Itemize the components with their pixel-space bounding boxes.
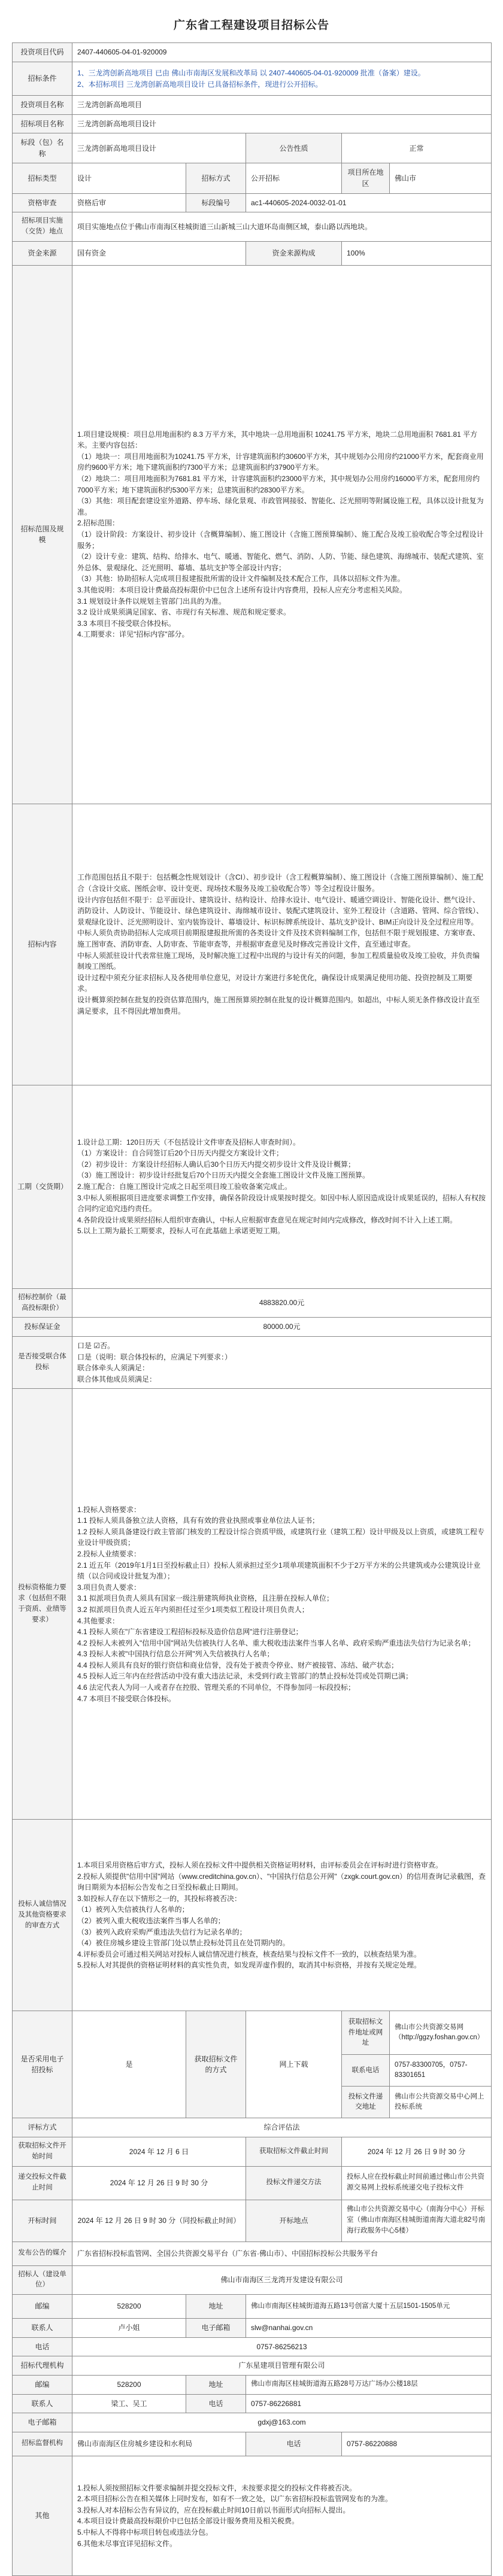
agent-label: 招标代理机构 xyxy=(13,2356,72,2376)
section-name-label: 标段（包）名称 xyxy=(13,133,72,163)
owner-mail-label: 电子邮箱 xyxy=(186,2319,246,2338)
row-agent-contact xyxy=(13,2394,492,2413)
qualify-value: 1.投标人资格要求： 1.1 投标人须具备独立法人资格，具有有效的营业执照或事业单位法人证书； 1.2 投标人须具备建设行政主管部门核发的工程设计综合资质甲级，或建筑行业（建筑工程）设计甲级及以上资质，或建筑工程专业设计甲级资质； 2.投标人业绩要求： 2.1 近五年（2019年1月1日至投标截止日）投标人须承担过至少1项单项建筑面积不少于2万平方米的公共建筑或办公建筑设计业绩（以合同或设计批复为准）； 3.项目负责人要求： 3.1 拟派项目负责人须具有国家一级注册建筑师执业资格，且注册在投标人单位； 3.2 拟派项目负责人近五年内须担任过至少1项类似工程设计项目负责人； 4.其他要求： 4.1 投标人须在"广东省建设工程招标投标及造价信息网"进行注册登记； 4.2 投标人未被列入"信用中国"网站失信被执行人名单、重大税收违法案件当事人名单、政府采购严重违法失信行为记录名单； 4.3 投标人未被"中国执行信息公开网"列入失信被执行人名单； 4.4 投标人须具有良好的银行资信和商业信誉，没有处于被责令停业、财产被接管、冻结、破产状态； 4.5 投标人近三年内在经营活动中没有重大违法记录，未受到行政主管部门的禁止投标处罚或处罚期已满； 4.6 法定代表人为同一人或者存在控股、管理关系的不同单位，不得参加同一标段投标； 4.7 本项目不接受联合体投标。 xyxy=(77,1505,485,1703)
period-label: 工期（交货期） xyxy=(13,1085,72,1288)
open-place-value: 佛山市公共资源交易中心（南海分中心）开标室（佛山市南海区桂城街道南海大道北82号南海行政服务中心5楼） xyxy=(342,2200,492,2242)
row-tender-name xyxy=(13,114,492,133)
agent-mail-value: gdxj@163.com xyxy=(72,2413,492,2432)
row-condition xyxy=(13,62,492,96)
tdoc-label: 获取招标文件的方式 xyxy=(186,2011,246,2118)
row-agent xyxy=(13,2356,492,2376)
other-label: 其他 xyxy=(13,2456,72,2575)
row-project-name xyxy=(13,96,492,115)
row-type xyxy=(13,163,492,193)
tdoc-contact-value: 0757-83300705，0757-83301651 xyxy=(390,2055,492,2087)
price-value: 4883820.00元 xyxy=(72,1288,492,1318)
supervise-label: 招标监督机构 xyxy=(13,2432,72,2456)
row-bond xyxy=(13,1318,492,1337)
epublic-label: 是否采用电子招投标 xyxy=(13,2011,72,2118)
open-place-label: 开标地点 xyxy=(246,2200,342,2242)
qual-label: 资格审查 xyxy=(13,193,72,212)
owner-contact-label: 联系人 xyxy=(13,2319,72,2338)
end-value: 2024 年 12 月 26 日 9 时 30 分 xyxy=(342,2137,492,2167)
row-price xyxy=(13,1288,492,1318)
project-name-label: 投资项目名称 xyxy=(13,96,72,115)
supervise-tel-label: 电话 xyxy=(246,2432,342,2456)
fund-value: 国有资金 xyxy=(72,241,246,265)
condition-value: 1、三龙湾创新高地项目 已由 佛山市南海区发展和改革局 以 2407-440605-04-01-920009 批准（备案）建设。 2、本招标项目 三龙湾创新高地项目设计 已具备招标条件，现进行公开招标。 xyxy=(77,68,425,89)
type-value: 设计 xyxy=(72,163,186,193)
location-label: 招标项目实施（交货）地点 xyxy=(13,212,72,242)
agent-contact-label: 联系人 xyxy=(13,2394,72,2413)
addr-label: 投标文件递交地址 xyxy=(342,2087,390,2118)
section-code-value: ac1-440605-2024-0032-01-01 xyxy=(246,193,492,212)
row-review xyxy=(13,2118,492,2137)
union-value: 口是 ☑否。 口是（说明：联合体投标的，应满足下列要求：） 联合体牵头人须满足： 联合体其他成员须满足： xyxy=(77,1342,232,1383)
owner-zip-label: 邮编 xyxy=(13,2295,72,2319)
agent-tel-label: 电话 xyxy=(186,2394,246,2413)
review-label: 评标方式 xyxy=(13,2118,72,2137)
bond-value: 80000.00元 xyxy=(72,1318,492,1337)
agent-zip-value: 528200 xyxy=(72,2376,186,2395)
tdoc-site-label: 获取招标文件地址或网址 xyxy=(342,2011,390,2055)
row-agent-mail xyxy=(13,2413,492,2432)
row-fund xyxy=(13,241,492,265)
start-value: 2024 年 12 月 6 日 xyxy=(72,2137,246,2167)
page-title: 广东省工程建设项目招标公告 xyxy=(173,19,329,32)
category-label: 公告性质 xyxy=(246,133,342,163)
owner-addr-value: 佛山市南海区桂城街道海五路13号创富大厦十五层1501-1505单元 xyxy=(246,2295,492,2319)
agent-value: 广东星建项目管理有限公司 xyxy=(72,2356,492,2376)
start-label: 获取招标文件开始时间 xyxy=(13,2137,72,2167)
row-location xyxy=(13,212,492,242)
row-credit xyxy=(13,1820,492,2011)
agent-addr-value: 佛山市南海区桂城街道海五路28号万达广场办公楼18层 xyxy=(246,2376,492,2395)
tdoc-value: 网上下载 xyxy=(246,2011,342,2118)
row-section-name xyxy=(13,133,492,163)
agent-mail-label: 电子邮箱 xyxy=(13,2413,72,2432)
row-content xyxy=(13,804,492,1085)
owner-contact-value: 卢小姐 xyxy=(72,2319,186,2338)
tender-name-label: 招标项目名称 xyxy=(13,114,72,133)
row-owner xyxy=(13,2265,492,2295)
submit-label: 投标文件递交方法 xyxy=(246,2166,342,2200)
open-label: 开标时间 xyxy=(13,2200,72,2242)
announcement-table xyxy=(12,42,492,2575)
period-value: 1.设计总工期：120日历天（不包括设计文件审查及招标人审查时间）。 （1）方案设计：自合同签订后20个日历天内提交方案设计文件； （2）初步设计：方案设计经招标人确认后30个日历天内提交初步设计文件及设计概算； （3）施工图设计：初步设计经批复后70个日历天内提交全套施工图设计文件及施工图预算。 2.施工配合：自施工图设计完成之日起至项目竣工验收备案完成止。 3.中标人须根据项目进度要求调整工作安排，确保各阶段设计成果按时提交。如因中标人原因造成设计成果延误的，招标人有权按合同约定追究违约责任。 4.各阶段设计成果须经招标人组织审查确认，中标人应根据审查意见在规定时间内完成修改，修改时间不计入上述工期。 5.以上工期为最长工期要求，投标人可在此基础上承诺更短工期。 xyxy=(77,1138,486,1236)
condition-label: 招标条件 xyxy=(13,62,72,96)
row-publish xyxy=(13,2242,492,2265)
content-value: 工作范围包括且不限于：包括概念性规划设计（含CI）、初步设计（含工程概算编制）、施工图设计（含施工图预算编制）、施工配合（含设计交底、图纸会审、设计变更、现场技术服务及竣工验收配合等）等全过程设计服务。 设计内容包括但不限于：总平面设计、建筑设计、结构设计、给排水设计、电气设计、暖通空调设计、智能化设计、燃气设计、消防设计、人防设计、节能设计、绿色建筑设计、海绵城市设计、装配式建筑设计、室外工程设计（含道路、管网、综合管线）、景观绿化设计、泛光照明设计、室内装饰设计、幕墙设计、标识标牌系统设计、基坑支护设计、BIM正向设计及全过程应用等。 中标人须负责协助招标人完成项目前期报建报批所需的各类设计文件及技术资料编制工作，包括但不限于规划报建、方案审查、施工图审查、消防审查、人防审查、节能审查等，并根据审查意见及时修改完善设计文件，直至通过审查。 中标人须派驻设计代表常驻施工现场，及时解决施工过程中出现的与设计有关的问题，参加工程质量验收及竣工验收，并负责编制竣工图纸。 设计过程中须充分征求招标人及各使用单位意见，对设计方案进行多轮优化，确保设计成果满足使用功能、投资控制及工期要求。 设计概算须控制在批复的投资估算范围内，施工图预算须控制在批复的设计概算范围内。如超出，中标人须无条件修改设计直至满足要求，且不得因此增加费用。 xyxy=(77,873,484,1015)
owner-tel-label: 电话 xyxy=(13,2337,72,2356)
review-value: 综合评估法 xyxy=(72,2118,492,2137)
fund-ratio-label: 资金来源构成 xyxy=(246,241,342,265)
agent-contact-value: 梁工、吴工 xyxy=(72,2394,186,2413)
open-value: 2024 年 12 月 26 日 9 时 30 分（同投标截止时间） xyxy=(72,2200,246,2242)
row-epublic xyxy=(13,2011,492,2055)
other-value: 1.投标人须按照招标文件要求编制并提交投标文件，未按要求提交的投标文件将被否决。 2.本项目招标公告在相关媒体上同时发布，如有不一致之处，以广东省招标投标监管网发布的为准。 3.投标人对本招标公告有异议的，应在投标截止时间10日前以书面形式向招标人提出。 4.本项目设计费最高投标限价中已包括全部设计服务费用及相关税费。 5.中标人不得将中标项目转包或违法分包。 6.其他未尽事宜详见招标文件。 xyxy=(77,2483,393,2548)
row-owner-tel xyxy=(13,2337,492,2356)
row-deadline xyxy=(13,2166,492,2200)
region-value: 佛山市 xyxy=(390,163,492,193)
scope-label: 招标范围及规模 xyxy=(13,265,72,804)
region-label: 项目所在地区 xyxy=(342,163,390,193)
owner-mail-value: slw@nanhai.gov.cn xyxy=(246,2319,492,2338)
type-label: 招标类型 xyxy=(13,163,72,193)
publish-label: 发布公告的媒介 xyxy=(13,2242,72,2265)
epublic-value: 是 xyxy=(72,2011,186,2118)
qualify-label: 投标资格能力要求（包括但不限于资质、业绩等要求） xyxy=(13,1389,72,1820)
section-code-label: 标段编号 xyxy=(186,193,246,212)
scope-value: 1.项目建设规模：项目总用地面积约 8.3 万平方米，其中地块一总用地面积 10241.75 平方米，地块二总用地面积 7681.81 平方米。主要内容包括： （1）地块一：项目用地面积为10241.75 平方米，计容建筑面积约30600平方米，其中规划办公用房约21000平方米，配套商业用房约9600平方米；地下建筑面积约7300平方米；总建筑面积约37900平方米。 （2）地块二：项目用地面积为7681.81 平方米，计容建筑面积约23000平方米，其中规划办公用房约16000平方米，配套用房约7000平方米；地下建筑面积约5300平方米；总建筑面积约28300平方米。 （3）其他：项目配套建设室外道路、停车场、绿化景观、市政管网接驳、智能化、泛光照明等附属设施工程，具体以设计批复为准。 2.招标范围： （1）设计阶段：方案设计、初步设计（含概算编制）、施工图设计（含施工图预算编制）、施工配合及竣工验收配合等全过程设计服务； （2）设计专业：建筑、结构、给排水、电气、暖通、智能化、燃气、消防、人防、节能、绿色建筑、海绵城市、装配式建筑、室外总体、景观绿化、泛光照明、幕墙、基坑支护等全部设计内容； （3）其他：协助招标人完成项目报建报批所需的设计文件编制及技术配合工作，具体以招标文件为准。 3.其他说明：本项目设计费最高投标限价中已包含上述所有设计内容费用，投标人应充分考虑相关风险。 3.1 规划设计条件以规划主管部门出具的为准。 3.2 设计成果须满足国家、省、市现行有关标准、规范和规定要求。 3.3 本项目不接受联合体投标。 4.工期要求：详见"招标内容"部分。 xyxy=(77,430,484,639)
end-label: 获取招标文件截止时间 xyxy=(246,2137,342,2167)
submit-value: 投标人应在投标截止时间前通过佛山市公共资源交易网上投标系统递交电子投标文件 xyxy=(342,2166,492,2200)
project-name-value: 三龙湾创新高地项目 xyxy=(72,96,492,115)
supervise-value: 佛山市南海区住房城乡建设和水利局 xyxy=(72,2432,246,2456)
row-scope xyxy=(13,265,492,804)
row-period xyxy=(13,1085,492,1288)
announcement-page xyxy=(12,0,491,2576)
supervise-tel-value: 0757-86220888 xyxy=(342,2432,492,2456)
method-value: 公开招标 xyxy=(246,163,342,193)
owner-zip-value: 528200 xyxy=(72,2295,186,2319)
row-owner-contact xyxy=(13,2319,492,2338)
tender-name-value: 三龙湾创新高地项目设计 xyxy=(72,114,492,133)
union-label: 是否接受联合体投标 xyxy=(13,1337,72,1389)
code-label: 投资项目代码 xyxy=(13,43,72,62)
price-label: 招标控制价（最高投标限价） xyxy=(13,1288,72,1318)
qual-value: 资格后审 xyxy=(72,193,186,212)
deadline-label: 递交投标文件截止时间 xyxy=(13,2166,72,2200)
category-value: 正常 xyxy=(342,133,492,163)
tdoc-site-value: 佛山市公共资源交易网（http://ggzy.foshan.gov.cn） xyxy=(390,2011,492,2055)
row-qual xyxy=(13,193,492,212)
row-union xyxy=(13,1337,492,1389)
fund-label: 资金来源 xyxy=(13,241,72,265)
agent-zip-label: 邮编 xyxy=(13,2376,72,2395)
owner-label: 招标人（建设单位） xyxy=(13,2265,72,2295)
row-start xyxy=(13,2137,492,2167)
fund-ratio-value: 100% xyxy=(342,241,492,265)
credit-value: 1.本项目采用资格后审方式，投标人须在投标文件中提供相关资格证明材料，由评标委员会在评标时进行资格审查。 2.投标人须提供"信用中国"网站（www.creditchina.gov.cn）、"中国执行信息公开网"（zxgk.court.gov.cn）的信用查询记录截图，查询日期须为本招标公告发布之日至投标截止日期间。 3.如投标人存在以下情形之一的，其投标将被否决： （1）被列入失信被执行人名单的； （2）被列入重大税收违法案件当事人名单的； （3）被列入政府采购严重违法失信行为记录名单的； （4）被住房城乡建设主管部门处以禁止投标处罚且在处罚期内的。 4.评标委员会可通过相关网站对投标人诚信情况进行核查，核查结果与投标文件不一致的，以核查结果为准。 5.投标人对其提供的资格证明材料的真实性负责，如发现弄虚作假的，取消其中标资格，并按有关规定处理。 xyxy=(77,1860,486,1970)
method-label: 招标方式 xyxy=(186,163,246,193)
agent-tel-value: 0757-86226881 xyxy=(246,2394,492,2413)
owner-value: 佛山市南海区三龙湾开发建设有限公司 xyxy=(72,2265,492,2295)
row-owner-zip xyxy=(13,2295,492,2319)
credit-label: 投标人诚信情况及其他资格要求的审查方式 xyxy=(13,1820,72,2011)
section-name-value: 三龙湾创新高地项目设计 xyxy=(72,133,246,163)
publish-value: 广东省招标投标监管网、全国公共资源交易平台（广东省·佛山市）、中国招标投标公共服务平台 xyxy=(72,2242,492,2265)
agent-addr-label: 地址 xyxy=(186,2376,246,2395)
row-code xyxy=(13,43,492,62)
addr-value: 佛山市公共资源交易中心网上投标系统 xyxy=(390,2087,492,2118)
deadline-value: 2024 年 12 月 26 日 9 时 30 分 xyxy=(72,2166,246,2200)
tdoc-contact-label: 联系电话 xyxy=(342,2055,390,2087)
row-qualify xyxy=(13,1389,492,1820)
bond-label: 投标保证金 xyxy=(13,1318,72,1337)
row-other xyxy=(13,2456,492,2575)
owner-addr-label: 地址 xyxy=(186,2295,246,2319)
code-value: 2407-440605-04-01-920009 xyxy=(72,43,492,62)
location-value: 项目实施地点位于佛山市南海区桂城街道三山新城三山大道环岛南侧区域，泰山路以西地块。 xyxy=(72,212,492,242)
row-open xyxy=(13,2200,492,2242)
owner-tel-value: 0757-86256213 xyxy=(72,2337,492,2356)
row-supervise xyxy=(13,2432,492,2456)
content-label: 招标内容 xyxy=(13,804,72,1085)
row-agent-zip xyxy=(13,2376,492,2395)
